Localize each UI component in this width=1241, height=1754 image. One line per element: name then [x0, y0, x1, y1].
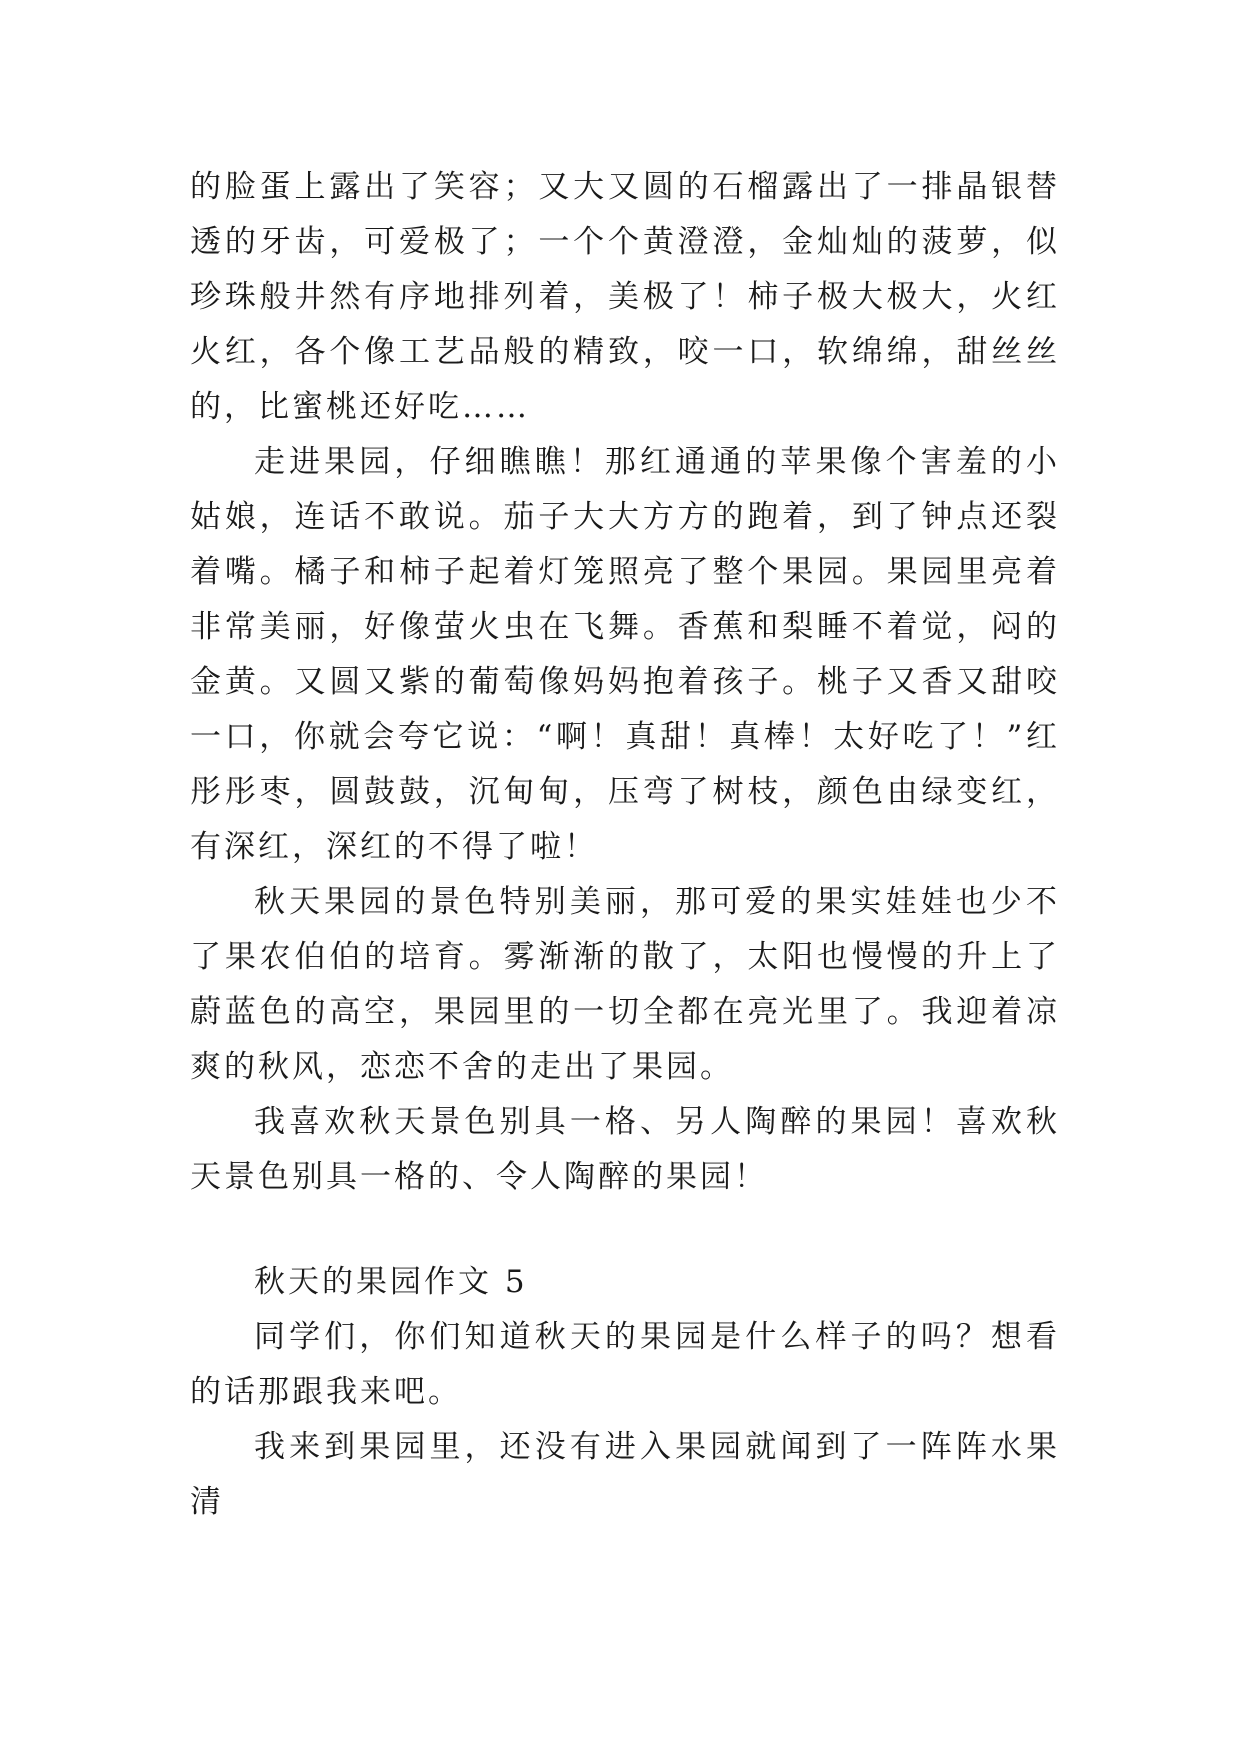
paragraph-1: 的脸蛋上露出了笑容；又大又圆的石榴露出了一排晶银替透的牙齿，可爱极了；一个个黄澄澄，金灿灿的菠萝，似珍珠般井然有序地排列着，美极了！柿子极大极大，火红火红，各个像工艺品般的精致，咬一口，软绵绵，甜丝丝的，比蜜桃还好吃…… — [190, 169, 1060, 425]
section-title: 秋天的果园作文 5 — [254, 1264, 528, 1300]
paragraph-4: 我喜欢秋天景色别具一格、另人陶醉的果园！喜欢秋天景色别具一格的、令人陶醉的果园！ — [190, 1104, 1060, 1195]
paragraph-2: 走进果园，仔细瞧瞧！那红通通的苹果像个害羞的小姑娘，连话不敢说。茄子大大方方的跑着，到了钟点还裂着嘴。橘子和柿子起着灯笼照亮了整个果园。果园里亮着非常美丽，好像萤火虫在飞舞。香蕉和梨睡不着觉，闷的金黄。又圆又紫的葡萄像妈妈抱着孩子。桃子又香又甜咬一口，你就会夸它说：“啊！真甜！真棒！太好吃了！”红彤彤枣，圆鼓鼓，沉甸甸，压弯了树枝，颜色由绿变红，有深红，深红的不得了啦！ — [190, 444, 1060, 865]
paragraph-5: 同学们，你们知道秋天的果园是什么样子的吗？想看的话那跟我来吧。 — [190, 1319, 1060, 1410]
paragraph-6: 我来到果园里，还没有进入果园就闻到了一阵阵水果清 — [190, 1429, 1060, 1520]
paragraph-3: 秋天果园的景色特别美丽，那可爱的果实娃娃也少不了果农伯伯的培育。雾渐渐的散了，太阳也慢慢的升上了蔚蓝色的高空，果园里的一切全都在亮光里了。我迎着凉爽的秋风，恋恋不舍的走出了果园。 — [190, 884, 1060, 1085]
document-body — [190, 160, 1060, 1530]
